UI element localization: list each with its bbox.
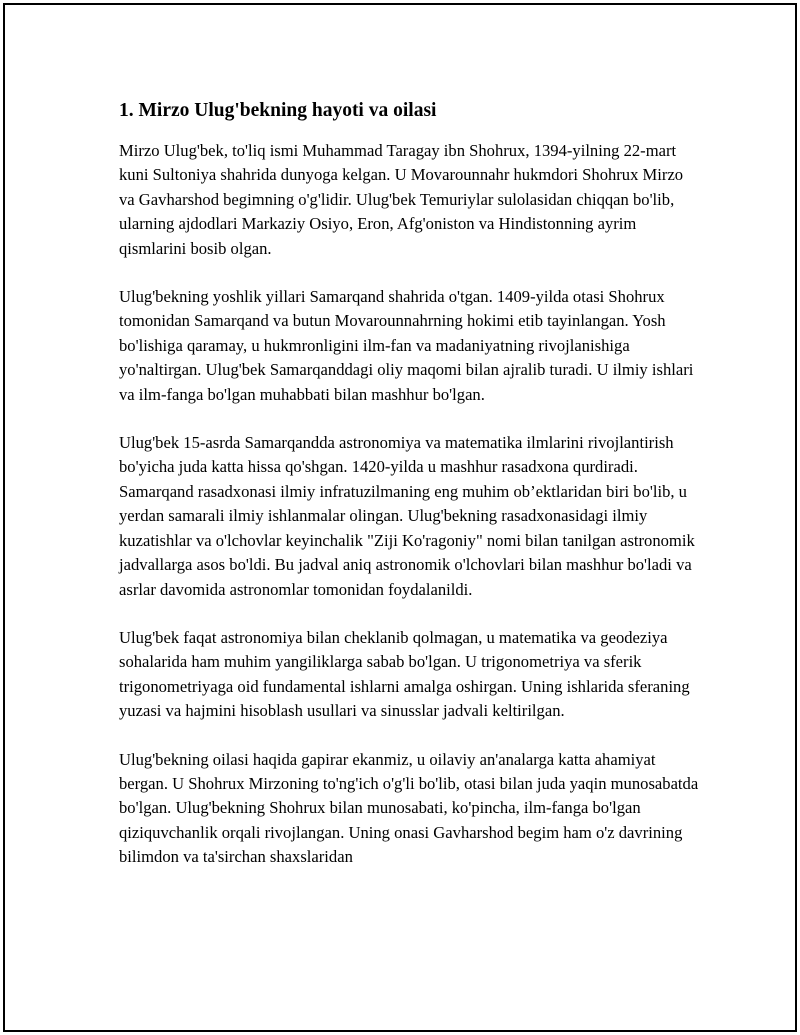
document-body — [119, 97, 699, 894]
paragraph-youth: Ulug'bekning yoshlik yillari Samarqand shahrida o'tgan. 1409-yilda otasi Shohrux tomonidan Samarqand va butun Movarounnahrning hokimi etib tayinlangan. Yosh bo'lishiga qaramay, u hukmronligini ilm-fan va madaniyatning rivojlanishiga yo'naltirgan. Ulug'bek Samarqanddagi oliy maqomi bilan ajralib turadi. U ilmiy ishlari va ilm-fanga bo'lgan muhabbati bilan mashhur bo'lgan. — [119, 287, 694, 404]
section-heading: 1. Mirzo Ulug'bekning hayoti va oilasi — [119, 100, 437, 121]
paragraph-birth: Mirzo Ulug'bek, to'liq ismi Muhammad Taragay ibn Shohrux, 1394-yilning 22-mart kuni Sultoniya shahrida dunyoga kelgan. U Movarounnahr hukmdori Shohrux Mirzo va Gavharshod begimning o'g'lidir. Ulug'bek Temuriylar sulolasidan chiqqan bo'lib, ularning ajdodlari Markaziy Osiyo, Eron, Afg'oniston va Hindistonning ayrim qismlarini bosib olgan. — [119, 141, 684, 258]
page-frame — [3, 3, 797, 1032]
paragraph-mathematics: Ulug'bek faqat astronomiya bilan cheklanib qolmagan, u matematika va geodeziya sohalarida ham muhim yangiliklarga sabab bo'lgan. U trigonometriya va sferik trigonometriyaga oid fundamental ishlarni amalga oshirgan. Uning ishlarida sferaning yuzasi va hajmini hisoblash usullari va sinusslar jadvali keltirilgan. — [119, 627, 690, 721]
paragraph-astronomy: Ulug'bek 15-asrda Samarqandda astronomiya va matematika ilmlarini rivojlantirish bo'yicha juda katta hissa qo'shgan. 1420-yilda u mashhur rasadxona qurdiradi. Samarqand rasadxonasi ilmiy infratuzilmaning eng muhim ob’ektlaridan biri bo'lib, u yerdan samarali ilmiy ishlanmalar olingan. Ulug'bekning rasadxonasidagi ilmiy kuzatishlar va o'lchovlar keyinchalik "Ziji Ko'ragoniy" nomi bilan tanilgan astronomik jadvallarga asos bo'ldi. Bu jadval aniq astronomik o'lchovlari bilan mashhur bo'ladi va asrlar davomida astronomlar tomonidan foydalanildi. — [119, 433, 695, 599]
paragraph-family: Ulug'bekning oilasi haqida gapirar ekanmiz, u oilaviy an'analarga katta ahamiyat bergan. U Shohrux Mirzoning to'ng'ich o'g'li bo'lib, otasi bilan juda yaqin munosabatda bo'lgan. Ulug'bekning Shohrux bilan munosabati, ko'pincha, ilm-fanga bo'lgan qiziquvchanlik orqali rivojlangan. Uning onasi Gavharshod begim ham o'z davrining bilimdon va ta'sirchan shaxslaridan — [119, 749, 699, 867]
